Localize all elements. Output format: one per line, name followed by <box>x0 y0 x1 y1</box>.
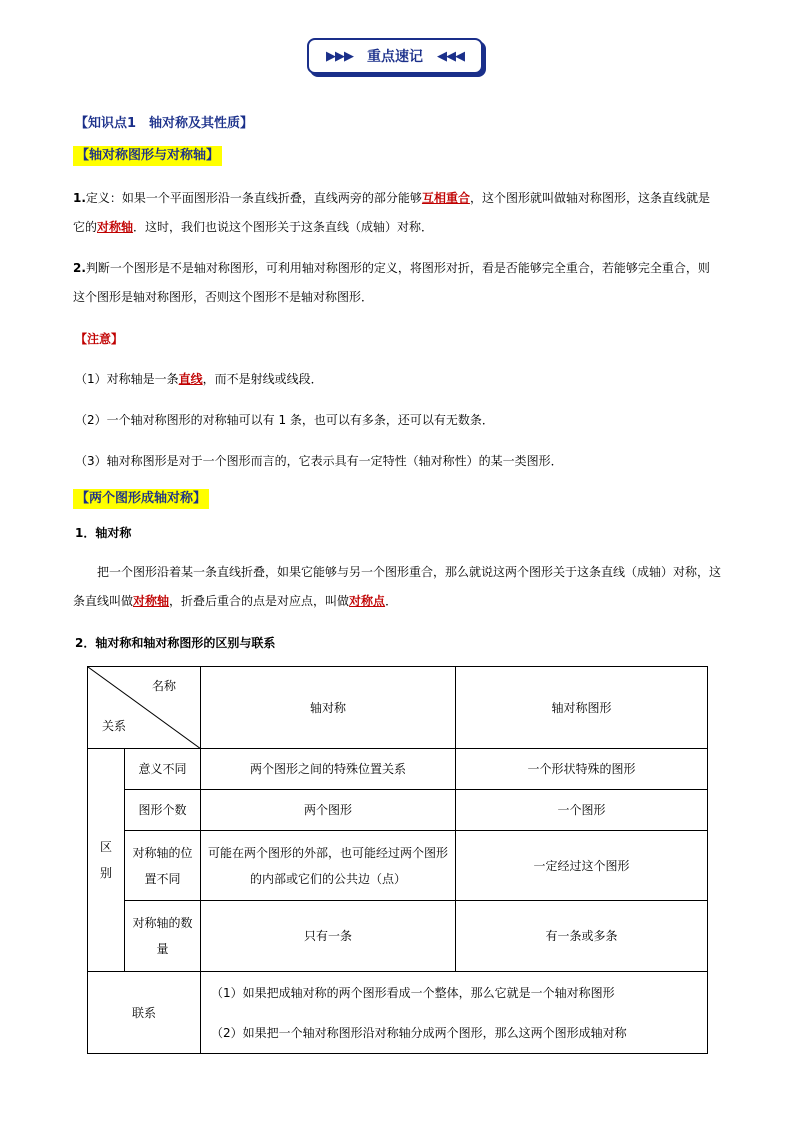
row-cell-col2: 一个图形 <box>456 790 708 831</box>
section1-heading: 【轴对称图形与对称轴】 <box>73 146 222 166</box>
row-cell-col1: 只有一条 <box>201 901 456 972</box>
judgement-paragraph <box>73 254 721 312</box>
link-label: 联系 <box>88 972 201 1054</box>
definition-text-c: ．这时，我们也说这个图形关于这条直线（成轴）对称． <box>133 220 434 234</box>
table-row <box>88 749 708 790</box>
item-1-text-c: ． <box>385 594 398 608</box>
section2-heading: 【两个图形成轴对称】 <box>73 489 209 509</box>
row-label: 图形个数 <box>125 790 201 831</box>
note-3: （3）轴对称图形是对于一个图形而言的，它表示具有一定特性（轴对称性）的某一类图形． <box>75 454 563 468</box>
definition-text-b: ，这个图形就叫做轴对称图形，这条直线就是它的 <box>73 191 710 234</box>
link-row <box>88 972 708 1054</box>
note-2: （2）一个轴对称图形的对称轴可以有 1 条，也可以有多条，还可以有无数条． <box>75 413 494 427</box>
key-term-axis-2: 对称轴 <box>133 594 170 608</box>
item-1-text-a: 把一个图形沿着某一条直线折叠，如果它能够与另一个图形重合，那么就说这两个图形关于这条直线（成轴）对称，这条直线叫做 <box>73 565 722 608</box>
row-label <box>125 901 201 972</box>
header-relation: 关系 <box>102 719 127 733</box>
row-label-line-2: 置不同 <box>144 871 181 886</box>
row-label-line-1: 对称轴的数 <box>132 916 193 930</box>
header-axisymmetric-figure: 轴对称图形 <box>456 667 708 749</box>
axial-symmetry-paragraph <box>73 558 721 616</box>
item-1-title: 1．轴对称 <box>75 526 132 540</box>
note-title: 【注意】 <box>75 332 124 346</box>
row-label: 意义不同 <box>125 749 201 790</box>
link-item-1: （1）如果把成轴对称的两个图形看成一个整体，那么它就是一个轴对称图形 <box>211 985 615 1000</box>
definition-number: 1. <box>73 191 86 205</box>
row-label <box>125 831 201 901</box>
item-1-text-b: ，折叠后重合的点是对应点，叫做 <box>169 594 350 608</box>
definition-text-a: 定义：如果一个平面图形沿一条直线折叠，直线两旁的部分能够 <box>85 191 422 205</box>
link-item-2: （2）如果把一个轴对称图形沿对称轴分成两个图形，那么这两个图形成轴对称 <box>211 1025 627 1040</box>
row-label-line-1: 对称轴的位 <box>132 845 193 860</box>
group-label-char-2: 别 <box>99 866 112 880</box>
note-1-text-a: （1）对称轴是一条 <box>75 372 179 386</box>
table-row <box>88 831 708 901</box>
left-arrows-icon: ◀◀◀ <box>437 48 464 64</box>
definition-paragraph <box>73 184 721 242</box>
row-cell-line-1: 可能在两个图形的外部，也可能经过两个图形 <box>207 845 448 860</box>
header-axial-symmetry: 轴对称 <box>201 667 456 749</box>
comparison-table <box>87 666 708 1054</box>
key-term-line: 直线 <box>178 372 203 386</box>
row-cell-col2: 一个形状特殊的图形 <box>456 749 708 790</box>
link-content <box>201 972 708 1054</box>
row-cell-col1 <box>201 831 456 901</box>
row-cell-col1: 两个图形之间的特殊位置关系 <box>201 749 456 790</box>
row-cell-col2: 一定经过这个图形 <box>456 831 708 901</box>
row-cell-line-2: 的内部或它们的公共边（点） <box>249 871 406 886</box>
note-1 <box>75 370 323 387</box>
knowledge-point-title: 【知识点1 轴对称及其性质】 <box>75 116 254 131</box>
header-name: 名称 <box>152 679 177 693</box>
section-banner <box>307 38 483 74</box>
judgement-text: 判断一个图形是不是轴对称图形，可利用轴对称图形的定义，将图形对折，看是否能够完全重合，若能够完全重合，则这个图形是轴对称图形，否则这个图形不是轴对称图形． <box>73 261 710 304</box>
judgement-number: 2. <box>73 261 86 275</box>
banner-title: 重点速记 <box>367 49 423 65</box>
diagonal-header-cell <box>88 667 201 749</box>
row-label-line-2: 量 <box>156 942 169 956</box>
row-cell-col1: 两个图形 <box>201 790 456 831</box>
table-row <box>88 901 708 972</box>
right-arrows-icon: ▶▶▶ <box>326 48 353 64</box>
key-term-axis: 对称轴 <box>97 220 134 234</box>
note-1-text-b: ，而不是射线或线段． <box>202 372 323 386</box>
item-2-title: 2．轴对称和轴对称图形的区别与联系 <box>75 636 276 650</box>
key-term-coincide: 互相重合 <box>421 191 470 205</box>
key-term-symmetric-point: 对称点 <box>349 594 386 608</box>
group-label-char-1: 区 <box>99 840 112 854</box>
table-row <box>88 790 708 831</box>
row-cell-col2: 有一条或多条 <box>456 901 708 972</box>
difference-group-label <box>88 749 125 972</box>
table-header-row <box>88 667 708 749</box>
